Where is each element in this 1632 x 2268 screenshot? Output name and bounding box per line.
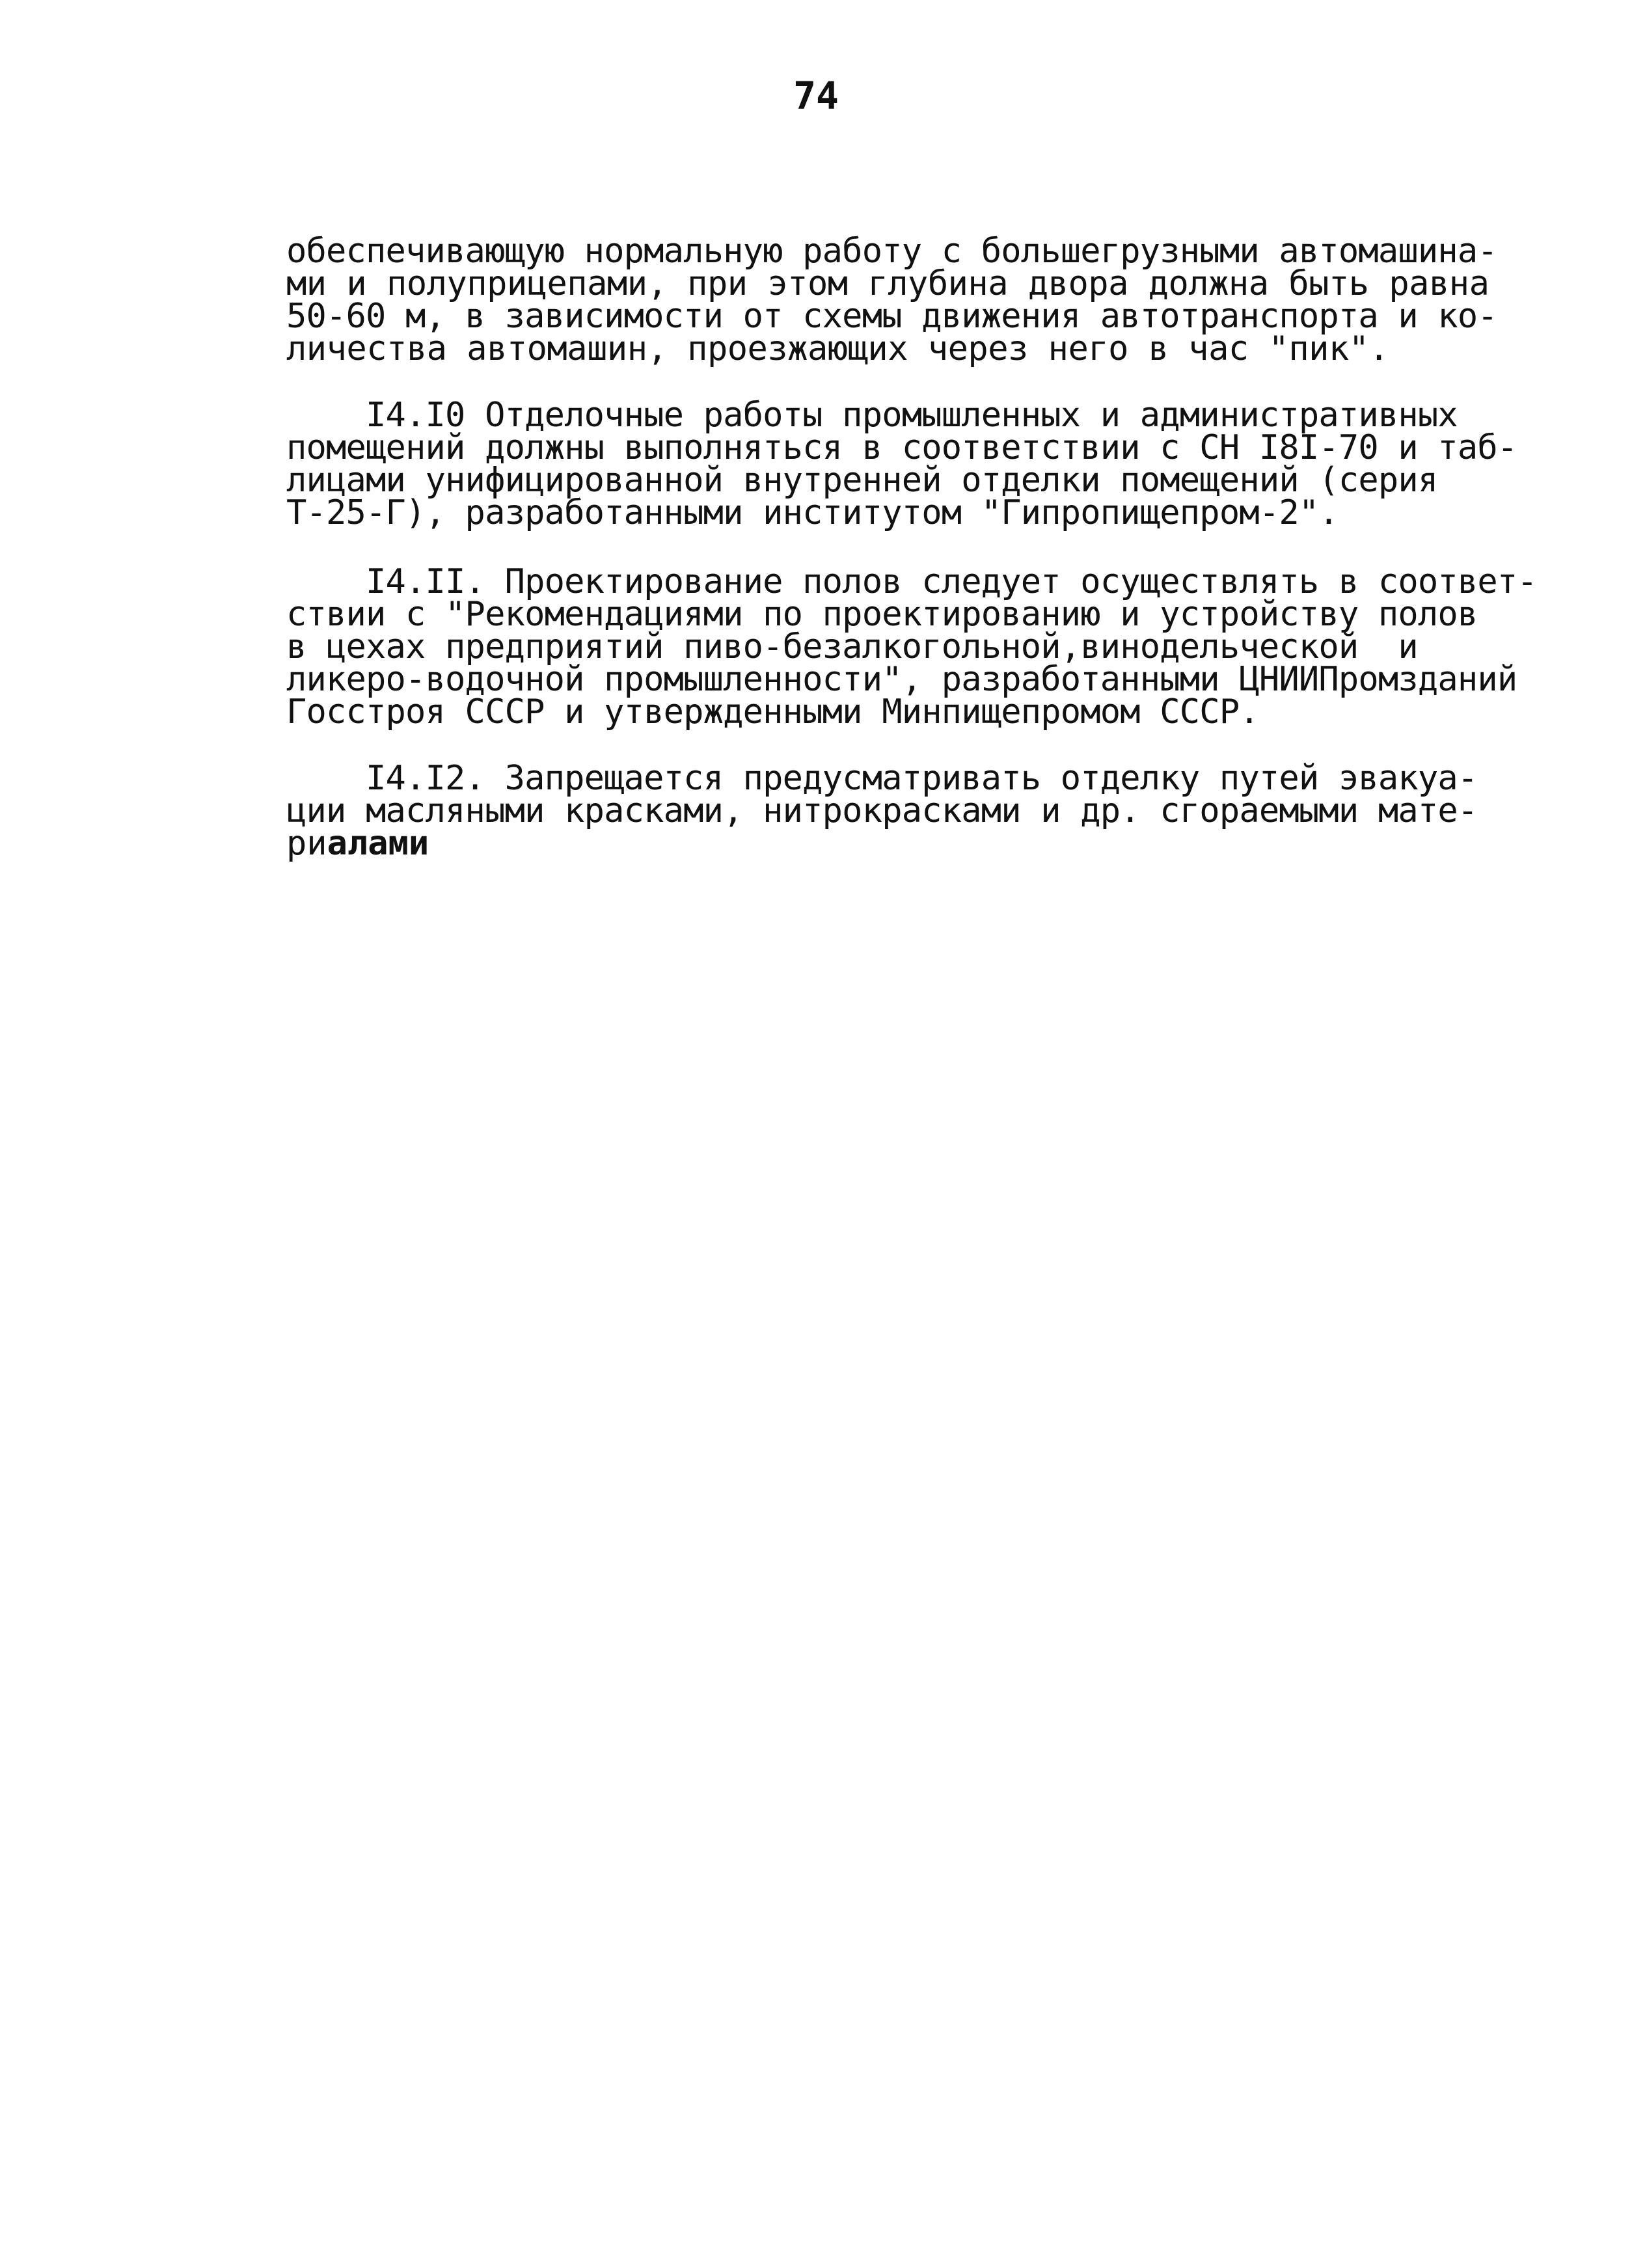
paragraph-4-line-3-start: ри <box>286 824 327 863</box>
paragraph-2-line-4: Т-25-Г), разработанными институтом "Гипропищепром-2". <box>286 493 1339 532</box>
paragraph-3-line-4: ликеро-водочной промышленности", разработанными ЦНИИПромзданий <box>286 660 1517 699</box>
paragraph-2-line-2: помещений должны выполняться в соответствии с СН I8I-70 и таб- <box>286 428 1517 467</box>
paragraph-1-line-3: 50-60 м, в зависимости от схемы движения автотранспорта и ко- <box>286 297 1497 336</box>
paragraph-1-line-4: личества автомашин, проезжающих через него в час "пик". <box>286 329 1389 368</box>
paragraph-2-line-3: лицами унифицированной внутренней отделки помещений (серия <box>286 461 1438 500</box>
paragraph-1-line-2: ми и полуприцепами, при этом глубина двора должна быть равна <box>286 264 1489 303</box>
paragraph-2-line-1: I4.I0 Отделочные работы промышленных и административных <box>286 396 1458 435</box>
paragraph-1-line-1: обеспечивающую нормальную работу с большегрузными автомашина- <box>286 232 1497 271</box>
paragraph-4-line-2: ции масляными красками, нитрокрасками и др. сгораемыми мате- <box>286 791 1478 830</box>
paragraph-4-line-1: I4.I2. Запрещается предусматривать отделку путей эвакуа- <box>286 759 1478 798</box>
paragraph-3-line-5: Госстроя СССР и утвержденными Минпищепромом СССР. <box>286 692 1259 731</box>
page-number: 74 <box>793 74 839 118</box>
paragraph-4-bold-tail: алами <box>327 824 429 863</box>
paragraph-3-line-3: в цехах предприятий пиво-безалкогольной,винодельческой и <box>286 627 1418 666</box>
paragraph-3-line-2: ствии с "Рекомендациями по проектированию и устройству полов <box>286 595 1478 634</box>
paragraph-4-line-3 <box>286 824 429 863</box>
paragraph-3-line-1: I4.II. Проектирование полов следует осуществлять в соответ- <box>286 562 1537 601</box>
